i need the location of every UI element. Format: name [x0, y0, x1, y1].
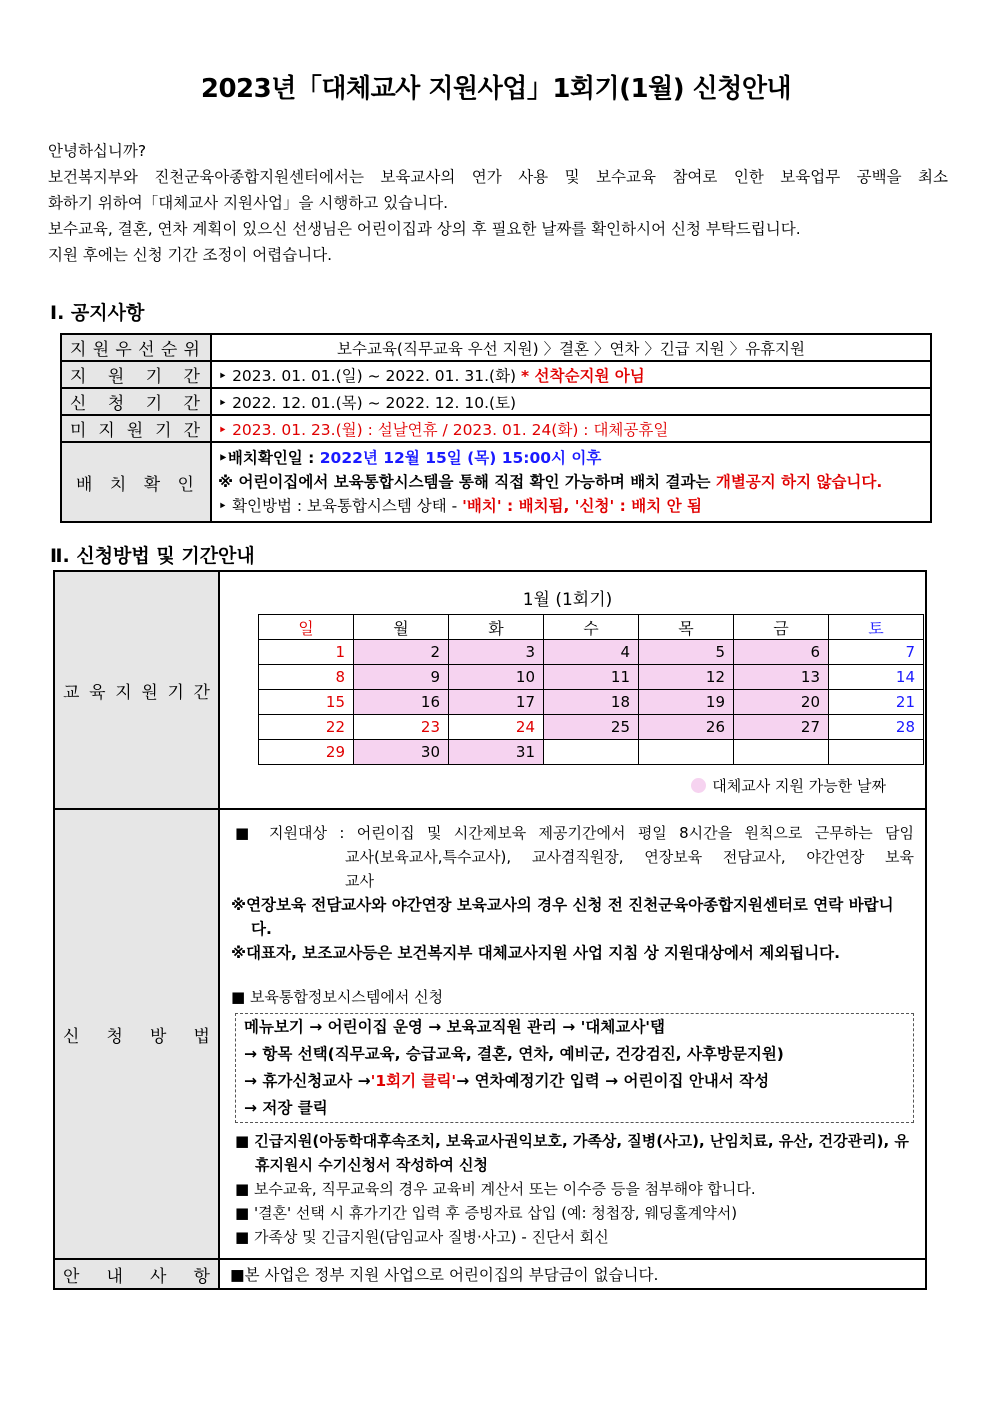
target-line: 교사(보육교사,특수교사), 교사겸직원장, 연장보육 전담교사, 야간연장 보육: [345, 848, 914, 866]
label-char: 항: [193, 1266, 210, 1287]
label-char: 지: [70, 340, 89, 360]
spread-label: [55, 678, 218, 703]
apply-step: → 항목 선택(직무교육, 승급교육, 결혼, 연차, 예비군, 건강검진, 사후방문지원): [244, 1045, 784, 1063]
assign-value: [211, 442, 931, 522]
section-heading-notice: Ⅰ. 공지사항: [50, 302, 145, 324]
weekday-header: 금: [734, 615, 829, 640]
calendar-day: 5: [639, 640, 734, 665]
calendar-day: 15: [259, 690, 354, 715]
method-table: [53, 570, 927, 1290]
calendar-day: 12: [639, 665, 734, 690]
label-char: 법: [193, 1026, 210, 1047]
label-char: 미: [70, 421, 89, 441]
label-char: 지: [70, 367, 89, 387]
label-char: 순: [160, 340, 180, 360]
note-extended-care: ※연장보육 전담교사와 야간연장 보육교사의 경우 신청 전 진천군육아종합지원센터로 연락 바랍니다.: [231, 896, 894, 938]
section-heading-method: Ⅱ. 신청방법 및 기간안내: [50, 545, 255, 567]
calendar-day: [829, 740, 924, 765]
label-char: 내: [106, 1266, 123, 1287]
calendar-day: 23: [354, 715, 449, 740]
intro-line: 보수교육, 결혼, 연차 계획이 있으신 선생님은 어린이집과 상의 후 필요한 날짜를 확인하시어 신청 부탁드립니다.: [48, 220, 801, 238]
label-char: 방: [150, 1026, 167, 1047]
label-char: 간: [193, 682, 210, 703]
system-apply: ■ 보육통합정보시스템에서 신청: [231, 988, 444, 1006]
calendar-day: [734, 740, 829, 765]
weekday-header: 일: [259, 615, 354, 640]
calendar-day: 18: [544, 690, 639, 715]
guide-value: ■본 사업은 정부 지원 사업으로 어린이집의 부담금이 없습니다.: [219, 1259, 926, 1289]
label-char: 선: [138, 340, 157, 360]
calendar-day: 1: [259, 640, 354, 665]
calendar-week: [259, 740, 924, 765]
label-char: 간: [183, 394, 202, 414]
calendar-day: 27: [734, 715, 829, 740]
assign-no-notice: 개별공지 하지 않습니다.: [715, 473, 883, 491]
spread-label: [62, 335, 210, 360]
calendar-week: [259, 640, 924, 665]
label-char: 지: [98, 421, 117, 441]
label-char: 사: [150, 1266, 167, 1287]
calendar-day: 4: [544, 640, 639, 665]
calendar-day: 16: [354, 690, 449, 715]
label-char: 기: [167, 682, 184, 703]
apply-value: ‣ 2022. 12. 01.(목) ~ 2022. 12. 10.(토): [211, 388, 931, 415]
intro-greeting: 안녕하십니까?: [48, 142, 147, 160]
weekday-header: 화: [449, 615, 544, 640]
bullet-item: ■ '결혼' 선택 시 휴가기간 입력 후 증빙자료 삽입 (예: 청첩장, 웨딩홀계약서): [235, 1204, 738, 1222]
calendar-day: 28: [829, 715, 924, 740]
assign-check-line: [218, 470, 924, 494]
calendar-day: 14: [829, 665, 924, 690]
label-char: 원: [92, 340, 112, 360]
label-char: 확: [143, 474, 163, 495]
priority-value: 보수교육(직무교육 우선 지원) 〉결혼 〉연차 〉긴급 지원 〉유휴지원: [211, 334, 931, 361]
notice-table: [60, 333, 932, 523]
spread-label: [62, 389, 210, 414]
apply-step: [244, 1068, 905, 1095]
calendar-day: 22: [259, 715, 354, 740]
label-char: 신: [70, 394, 89, 414]
label-char: 안: [63, 1266, 80, 1287]
calendar-day: 26: [639, 715, 734, 740]
calendar-title: 1월 (1회기): [522, 590, 613, 610]
calendar-day: 20: [734, 690, 829, 715]
page-title: 2023년「대체교사 지원사업」1회기(1월) 신청안내: [200, 74, 792, 104]
apply-step: → 저장 클릭: [244, 1099, 328, 1117]
label-char: 청: [106, 1026, 123, 1047]
legend-text: 대체교사 지원 가능한 날짜: [712, 777, 886, 795]
assign-method-text: ‣ 확인방법 : 보육통합시스템 상태 -: [218, 497, 463, 515]
calendar-day: 7: [829, 640, 924, 665]
bullet-item: ■ 가족상 및 긴급지원(담임교사 질병·사고) - 진단서 회신: [235, 1228, 609, 1246]
period-dates: ‣ 2023. 01. 01.(일) ~ 2022. 01. 31.(화): [218, 366, 517, 385]
guide-label: [54, 1259, 219, 1289]
note-excluded: ※대표자, 보조교사등은 보건복지부 대체교사지원 사업 지침 상 지원대상에서 제외됩니다.: [231, 944, 841, 962]
nonsupport-label: [61, 415, 211, 442]
spread-label: [62, 470, 210, 495]
calendar-legend: [221, 765, 924, 802]
spread-label: [62, 362, 210, 387]
calendar-week: [259, 715, 924, 740]
calendar-day: 10: [449, 665, 544, 690]
apply-steps-box: [235, 1013, 914, 1123]
calendar-day: 8: [259, 665, 354, 690]
target-line: 교사: [345, 872, 374, 890]
edu-period-label: [54, 571, 219, 809]
calendar: [221, 573, 924, 802]
label-char: 기: [145, 394, 165, 414]
method-cell: [219, 809, 926, 1259]
label-char: 원: [107, 367, 127, 387]
assign-label: [61, 442, 211, 522]
label-char: 위: [183, 340, 202, 360]
spread-label: [62, 416, 210, 441]
calendar-day: 19: [639, 690, 734, 715]
label-char: 기: [155, 421, 174, 441]
spread-label: [55, 1022, 218, 1047]
label-char: 청: [107, 394, 127, 414]
period-note: * 선착순지원 아님: [521, 366, 645, 385]
calendar-week: [259, 665, 924, 690]
label-char: 인: [177, 474, 196, 495]
label-char: 배: [76, 474, 95, 495]
target-line: ■ 지원대상 : 어린이집 및 시간제보육 제공기간에서 평일 8시간을 원칙으로 근무하는 담임: [235, 824, 914, 842]
calendar-day: 21: [829, 690, 924, 715]
calendar-day: 29: [259, 740, 354, 765]
label-char: 우: [115, 340, 134, 360]
label-char: 육: [89, 682, 106, 703]
emergency-support: ■ 긴급지원(아동학대후속조치, 보육교사권익보호, 가족상, 질병(사고), 난임치료, 유산, 건강관리), 유휴지원시 수기신청서 작성하여 신청: [235, 1132, 909, 1174]
label-char: 간: [183, 367, 202, 387]
calendar-day: [639, 740, 734, 765]
method-content: [221, 811, 924, 1257]
assign-method-line: [218, 494, 924, 518]
intro-line: 지원 후에는 신청 기간 조정이 어렵습니다.: [48, 246, 333, 264]
apply-step: 메뉴보기 → 어린이집 운영 → 보육교직원 관리 → '대체교사'탭: [244, 1018, 666, 1036]
calendar-day: 9: [354, 665, 449, 690]
priority-label: [61, 334, 211, 361]
calendar-day: 30: [354, 740, 449, 765]
intro-text: [48, 138, 948, 268]
spread-label: [55, 1262, 218, 1287]
step-text: → 연차예정기간 입력 → 어린이집 안내서 작성: [456, 1072, 770, 1090]
assign-date-label: ‣배치확인일 :: [218, 449, 320, 467]
calendar-day: 13: [734, 665, 829, 690]
period-value: [211, 361, 931, 388]
label-char: 원: [141, 682, 158, 703]
assign-date-line: [218, 446, 924, 470]
legend-dot-icon: [691, 778, 706, 793]
bullet-item: ■ 보수교육, 직무교육의 경우 교육비 계산서 또는 이수증 등을 첨부해야 합니다.: [235, 1180, 756, 1198]
calendar-day: 3: [449, 640, 544, 665]
calendar-day: 6: [734, 640, 829, 665]
label-char: 기: [145, 367, 165, 387]
calendar-day: [544, 740, 639, 765]
method-label: [54, 809, 219, 1259]
period-label: [61, 361, 211, 388]
weekday-header: 목: [639, 615, 734, 640]
calendar-grid: [258, 614, 924, 765]
calendar-day: 25: [544, 715, 639, 740]
apply-label: [61, 388, 211, 415]
intro-line: 화하기 위하여「대체교사 지원사업」을 시행하고 있습니다.: [48, 194, 449, 212]
calendar-day: 31: [449, 740, 544, 765]
calendar-day: 2: [354, 640, 449, 665]
label-char: 신: [63, 1026, 80, 1047]
calendar-day: 17: [449, 690, 544, 715]
intro-line: 보건복지부와 진천군육아종합지원센터에서는 보육교사의 연가 사용 및 보수교육 참여로 인한 보육업무 공백을 최소: [48, 168, 948, 186]
calendar-cell: [219, 571, 926, 809]
label-char: 교: [63, 682, 80, 703]
assign-date: 2022년 12월 15일 (목) 15:00시 이후: [319, 449, 602, 467]
calendar-week: [259, 690, 924, 715]
step-text: → 휴가신청교사 →: [244, 1072, 371, 1090]
label-char: 간: [183, 421, 202, 441]
assign-check-text: ※ 어린이집에서 보육통합시스템을 통해 직접 확인 가능하며 배치 결과는: [218, 473, 716, 491]
assign-status: '배치' : 배치됨, '신청' : 배치 안 됨: [462, 497, 702, 515]
calendar-day: 24: [449, 715, 544, 740]
label-char: 원: [126, 421, 146, 441]
label-char: 지: [115, 682, 132, 703]
weekday-header: 월: [354, 615, 449, 640]
step-click-highlight: '1회기 클릭': [370, 1072, 457, 1090]
calendar-day: 11: [544, 665, 639, 690]
weekday-header: 수: [544, 615, 639, 640]
label-char: 치: [109, 474, 129, 495]
weekday-header: 토: [829, 615, 924, 640]
nonsupport-value: ‣ 2023. 01. 23.(월) : 설날연휴 / 2023. 01. 24(화) : 대체공휴일: [211, 415, 931, 442]
